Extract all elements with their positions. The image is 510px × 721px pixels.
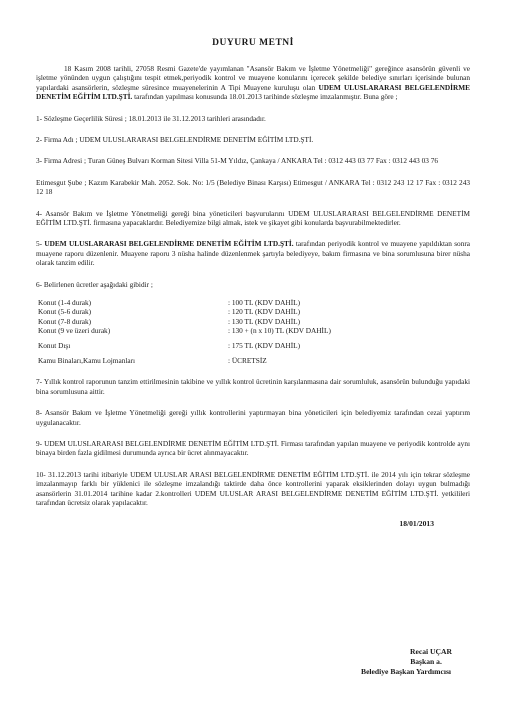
item-5 <box>36 239 470 267</box>
signatory-name: Recai UÇAR <box>410 647 452 656</box>
item-4: 4- Asansör Bakım ve İşletme Yönetmeliği gereği bina yöneticileri başvurularını UDEM ULUSLARARASI BELGELENDİRME DENETİM EĞİTİM LTD.ŞTİ. firmasına yapacaklardır. Belediyemize bilgi almak, istek ve şikayet gibi konularda başvurabilmektedirler. <box>36 208 470 228</box>
price-value: : 130 TL (KDV DAHİL) <box>228 316 301 326</box>
item-1: 1- Sözleşme Geçerlilik Süresi ; 18.01.2013 ile 31.12.2013 tarihleri arasındadır. <box>36 113 266 123</box>
price-label: Konut (5-6 durak) <box>38 307 92 317</box>
signatory-title: Belediye Başkan Yardımcısı <box>361 667 452 676</box>
item-6: 6- Belirlenen ücretler aşağıdaki gibidir ; <box>36 279 153 289</box>
price-value: : 175 TL (KDV DAHİL) <box>228 340 301 350</box>
document-date: 18/01/2013 <box>399 519 434 529</box>
price-value: : ÜCRETSİZ <box>228 356 267 366</box>
price-label: Kamu Binaları,Kamu Lojmanları <box>38 356 136 366</box>
intro-paragraph <box>36 64 470 102</box>
price-table <box>38 298 470 365</box>
document-title: DUYURU METNİ <box>212 38 294 48</box>
item-8: 8- Asansör Bakım ve İşletme Yönetmeliği gereği yıllık kontrollerini yaptırmayan bina yöneticileri için belediyemiz tarafından cezai yaptırım uygulanacaktır. <box>36 408 470 427</box>
signature-block <box>361 647 452 677</box>
item-3-branch: Etimesgut Şube ; Kazım Karabekir Mah. 2052. Sok. No: 1/5 (Belediye Binası Karşısı) Etimesgut / ANKARA Tel : 0312 243 12 17 Fax : 0312 243 12 18 <box>36 177 470 197</box>
price-value: : 120 TL (KDV DAHİL) <box>228 307 301 317</box>
item-2: 2- Firma Adı ; UDEM ULUSLARARASI BELGELENDİRME DENETİM EĞİTİM LTD.ŞTİ. <box>36 135 314 145</box>
item-5-text: tarafından periyodik kontrol ve muayene yapıldıktan sonra muayene raporu düzenlenir. Muayene raporu 3 nüsha halinde düzenlenmek şartıyla belediyeye, bakım firmasına ve bina sorumlusuna birer nüsha olarak tanzim edilir. <box>36 239 471 268</box>
price-label: Konut (9 ve üzeri durak) <box>38 325 111 335</box>
item-5-company: UDEM ULUSLARARASI BELGELENDİRME DENETİM EĞİTİM LTD.ŞTİ. <box>44 239 294 249</box>
price-value: : 100 TL (KDV DAHİL) <box>228 298 301 308</box>
intro-company: UDEM ULUSLARARASI BELGELENDİRME DENETİM EĞİTİM LTD.ŞTİ. <box>36 82 470 102</box>
price-label: Konut Dışı <box>38 340 71 350</box>
price-label: Konut (1-4 durak) <box>38 298 92 308</box>
item-5-prefix: 5- <box>36 239 45 249</box>
item-3: 3- Firma Adresi ; Turan Güneş Bulvarı Korman Sitesi Villa 51-M Yıldız, Çankaya / ANKARA Tel : 0312 443 03 77 Fax : 0312 443 03 76 <box>36 156 439 166</box>
signatory-role: Başkan a. <box>410 657 442 666</box>
price-value: : 130 + (n x 10) TL (KDV DAHİL) <box>228 325 331 335</box>
price-label: Konut (7-8 durak) <box>38 316 92 326</box>
item-7: 7- Yıllık kontrol raporunun tanzim ettirilmesinin takibine ve yıllık kontrol ücretinin karşılanmasına dair sorumluluk, asansörün bulunduğu yapıdaki bina sorumlusuna aittir. <box>36 377 470 396</box>
intro-text-end: tarafından yapılması konusunda 18.01.2013 tarihinde sözleşme imzalanmıştır. Buna göre ; <box>132 92 398 102</box>
item-10: 10- 31.12.2013 tarihi itibariyle UDEM ULUSLAR ARASI BELGELENDİRME DENETİM EĞİTİM LTD.ŞTİ. ile 2014 yılı için tekrar sözleşme imzalanmayıp farklı bir yüklenici ile sözleşme imzalandığı taktirde daha önce kontrollerini yaparak eksiklerinden dolayı uygun bulmadığı asansörlerin 31.01.2014 tarihine kadar 2.kontrolleri UDEM ULUSLAR ARASI BELGELENDİRME DENETİM EĞİTİM LTD.ŞTİ. yetkilileri tarafından ücretsiz olarak yapılacaktır. <box>36 469 470 507</box>
intro-text: 18 Kasım 2008 tarihli, 27058 Resmi Gazete'de yayımlanan "Asansör Bakım ve İşletme Yönetmeliği" gereğince asansörün güvenli ve işletme yönünden uygun çalıştığını tespit etmek,periyodik kontrol ve muayene konularını içerecek şekilde belediye sınırları içerisinde bulunan yapılardaki asansörlerin, sözleşme süresince muayenelerinin A Tipi Muayene kuruluşu olan <box>36 64 470 92</box>
item-9: 9- UDEM ULUSLARARASI BELGELENDİRME DENETİM EĞİTİM LTD.ŞTİ. Firması tarafından yapılan muayene ve periyodik kontrolde aynı binaya birden fazla gidilmesi durumunda ayrıca bir ücret alınmayacaktır. <box>36 438 470 458</box>
